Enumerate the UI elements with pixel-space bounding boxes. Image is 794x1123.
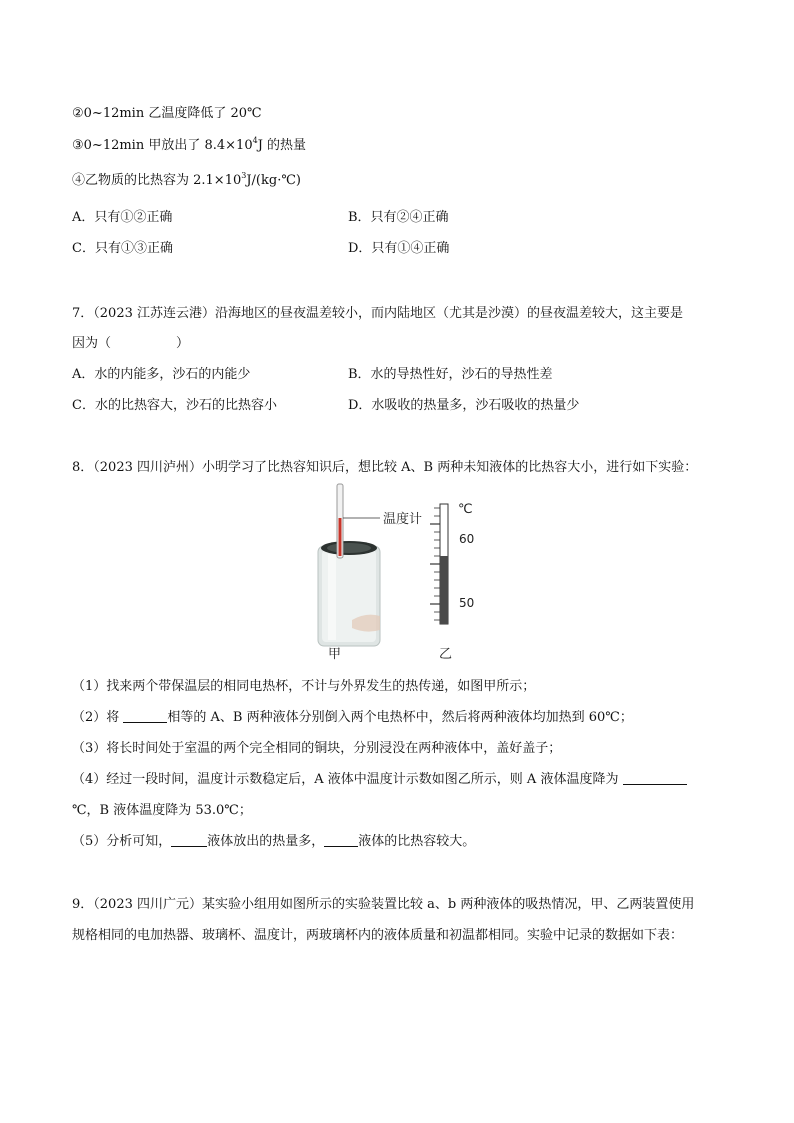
q6-s3-text: ③0~12min 甲放出了 8.4×10 [72, 138, 253, 153]
q8-step-4 [72, 768, 687, 787]
q8-figure [300, 480, 500, 662]
q6-s4-text: ④乙物质的比热容为 2.1×10 [72, 173, 242, 188]
caption-yi: 乙 [439, 647, 453, 662]
q6-s3-unit: J 的热量 [257, 138, 307, 153]
q6-s3-exponent: 4 [252, 136, 258, 145]
tick-label-60: 60 [459, 532, 475, 546]
q6-option-a[interactable]: A．只有①②正确 [72, 210, 173, 225]
q6-statement-2: ②0~12min 乙温度降低了 20℃ [72, 106, 262, 121]
thermometer-in-cup [337, 484, 343, 558]
blank-liquid-heat[interactable] [171, 834, 207, 847]
q8-intro: 8．（2023 四川泸州）小明学习了比热容知识后，想比较 A、B 两种未知液体的比热容大小，进行如下实验： [72, 460, 698, 475]
liquid-column [440, 556, 448, 624]
q7-stem-line-2: 因为（ ） [72, 336, 190, 351]
thermometer-label: 温度计 [383, 512, 423, 527]
q6-statement-4 [72, 169, 301, 188]
q8-step-1: （1）找来两个带保温层的相同电热杯，不计与外界发生的热传递，如图甲所示； [72, 679, 536, 694]
blank-temperature[interactable] [623, 772, 687, 785]
heating-cup [318, 541, 380, 646]
blank-quantity[interactable] [123, 710, 167, 723]
tick-label-50: 50 [459, 596, 475, 610]
q7-option-b[interactable]: B．水的导热性好，沙石的导热性差 [348, 367, 553, 382]
q8-step-2-rest: 相等的 A、B 两种液体分别倒入两个电热杯中，然后将两种液体均加热到 60℃； [167, 710, 633, 725]
q9-stem-line-2: 规格相同的电加热器、玻璃杯、温度计，两玻璃杯内的液体质量和初温都相同。实验中记录的数据如下表： [72, 928, 684, 943]
q7-option-d[interactable]: D．水吸收的热量多，沙石吸收的热量少 [348, 398, 580, 413]
q8-step-5-end: 液体的比热容较大。 [358, 834, 476, 849]
blank-liquid-capacity[interactable] [324, 834, 358, 847]
thermometer-scale [430, 504, 448, 624]
q7-option-a[interactable]: A．水的内能多，沙石的内能少 [72, 367, 251, 382]
q6-statement-3 [72, 134, 306, 153]
q8-step-5-text: （5）分析可知， [72, 834, 172, 849]
q6-option-c[interactable]: C．只有①③正确 [72, 241, 173, 256]
q8-step-5 [72, 830, 475, 849]
unit-label: ℃ [458, 502, 473, 517]
q6-s4-unit: J/(kg·℃) [246, 173, 301, 188]
caption-jia: 甲 [328, 647, 342, 662]
q8-step-5-mid: 液体放出的热量多， [207, 834, 325, 849]
q8-step-3: （3）将长时间处于室温的两个完全相同的铜块，分别浸没在两种液体中，盖好盖子； [72, 741, 562, 756]
q9-stem-line-1: 9．（2023 四川广元）某实验小组用如图所示的实验装置比较 a、b 两种液体的吸热情况，甲、乙两装置使用 [72, 897, 695, 912]
q8-step-4-cont: ℃，B 液体温度降为 53.0℃； [72, 803, 252, 818]
q6-s4-exponent: 3 [241, 171, 247, 180]
q8-step-4-text: （4）经过一段时间，温度计示数稳定后，A 液体中温度计示数如图乙所示，则 A 液体温度降为 [72, 772, 623, 787]
q8-step-2 [72, 706, 633, 725]
q7-stem-line-1: 7．（2023 江苏连云港）沿海地区的昼夜温差较小，而内陆地区（尤其是沙漠）的昼夜温差较大，这主要是 [72, 306, 683, 321]
q8-step-2-text: （2）将 [72, 710, 124, 725]
q7-option-c[interactable]: C．水的比热容大，沙石的比热容小 [72, 398, 277, 413]
q6-option-b[interactable]: B．只有②④正确 [348, 210, 449, 225]
q6-option-d[interactable]: D．只有①④正确 [348, 241, 450, 256]
